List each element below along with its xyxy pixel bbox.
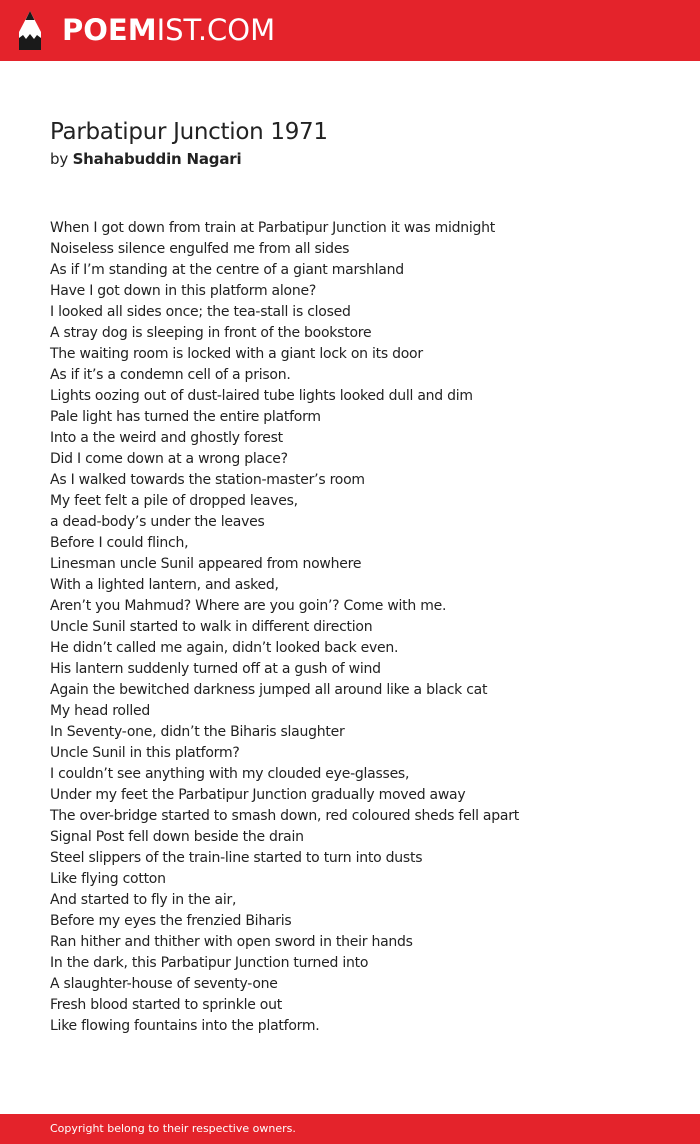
poem-line: Uncle Sunil in this platform? (50, 745, 240, 761)
poem-line: The waiting room is locked with a giant lock on its door (50, 346, 423, 362)
poem-line: He didn’t called me again, didn’t looked back even. (50, 640, 399, 656)
poem-line: Before my eyes the frenzied Biharis (50, 913, 292, 929)
poem-line: In Seventy-one, didn’t the Biharis slaughter (50, 724, 345, 740)
poem-line: Lights oozing out of dust-laired tube lights looked dull and dim (50, 388, 473, 404)
byline (50, 148, 241, 170)
poem-line: Have I got down in this platform alone? (50, 283, 316, 299)
poem-line: I looked all sides once; the tea-stall is closed (50, 304, 351, 320)
site-header (0, 0, 700, 61)
poem-line: A stray dog is sleeping in front of the bookstore (50, 325, 372, 341)
poem-line: Uncle Sunil started to walk in different direction (50, 619, 373, 635)
poem-line: Like flowing fountains into the platform. (50, 1018, 320, 1034)
poem-title: Parbatipur Junction 1971 (50, 119, 328, 145)
logo-light-text: IST.COM (156, 13, 276, 47)
poem-line: Linesman uncle Sunil appeared from nowhere (50, 556, 362, 572)
poem-line: a dead-body’s under the leaves (50, 514, 265, 530)
poem-line: As if it’s a condemn cell of a prison. (50, 367, 291, 383)
poem-line: My feet felt a pile of dropped leaves, (50, 493, 298, 509)
poem-line: As I walked towards the station-master’s room (50, 472, 365, 488)
poem-line: Steel slippers of the train-line started to turn into dusts (50, 850, 423, 866)
poem-line: And started to fly in the air, (50, 892, 237, 908)
poem-line: Into a the weird and ghostly forest (50, 430, 283, 446)
poem-line: Signal Post fell down beside the drain (50, 829, 304, 845)
poem-line: My head rolled (50, 703, 151, 719)
logo-bold-text: POEM (62, 13, 157, 47)
poem-line: Ran hither and thither with open sword in their hands (50, 934, 413, 950)
poem-line: When I got down from train at Parbatipur Junction it was midnight (50, 220, 496, 236)
poem-line: Noiseless silence engulfed me from all sides (50, 241, 350, 257)
poem-body (50, 218, 670, 1037)
poem-line: His lantern suddenly turned off at a gush of wind (50, 661, 381, 677)
poem-line: Pale light has turned the entire platform (50, 409, 321, 425)
pencil-icon[interactable] (18, 10, 42, 51)
poem-line: In the dark, this Parbatipur Junction turned into (50, 955, 369, 971)
author-name: Shahabuddin Nagari (72, 150, 242, 168)
poem-line: Like flying cotton (50, 871, 166, 887)
poem-line: A slaughter-house of seventy-one (50, 976, 278, 992)
poem-line: Before I could flinch, (50, 535, 189, 551)
site-logo[interactable] (62, 12, 275, 48)
poem-line: With a lighted lantern, and asked, (50, 577, 279, 593)
poem-line: I couldn’t see anything with my clouded eye-glasses, (50, 766, 410, 782)
poem-line: Fresh blood started to sprinkle out (50, 997, 282, 1013)
site-footer (0, 1114, 700, 1144)
poem-line: Under my feet the Parbatipur Junction gradually moved away (50, 787, 466, 803)
poem-line: Did I come down at a wrong place? (50, 451, 288, 467)
poem-line: Again the bewitched darkness jumped all around like a black cat (50, 682, 488, 698)
poem-line: As if I’m standing at the centre of a giant marshland (50, 262, 404, 278)
by-prefix: by (50, 150, 68, 168)
poem-line: The over-bridge started to smash down, red coloured sheds fell apart (50, 808, 519, 824)
poem-line: Aren’t you Mahmud? Where are you goin’? Come with me. (50, 598, 447, 614)
copyright-notice: Copyright belong to their respective owners. (50, 1122, 296, 1135)
